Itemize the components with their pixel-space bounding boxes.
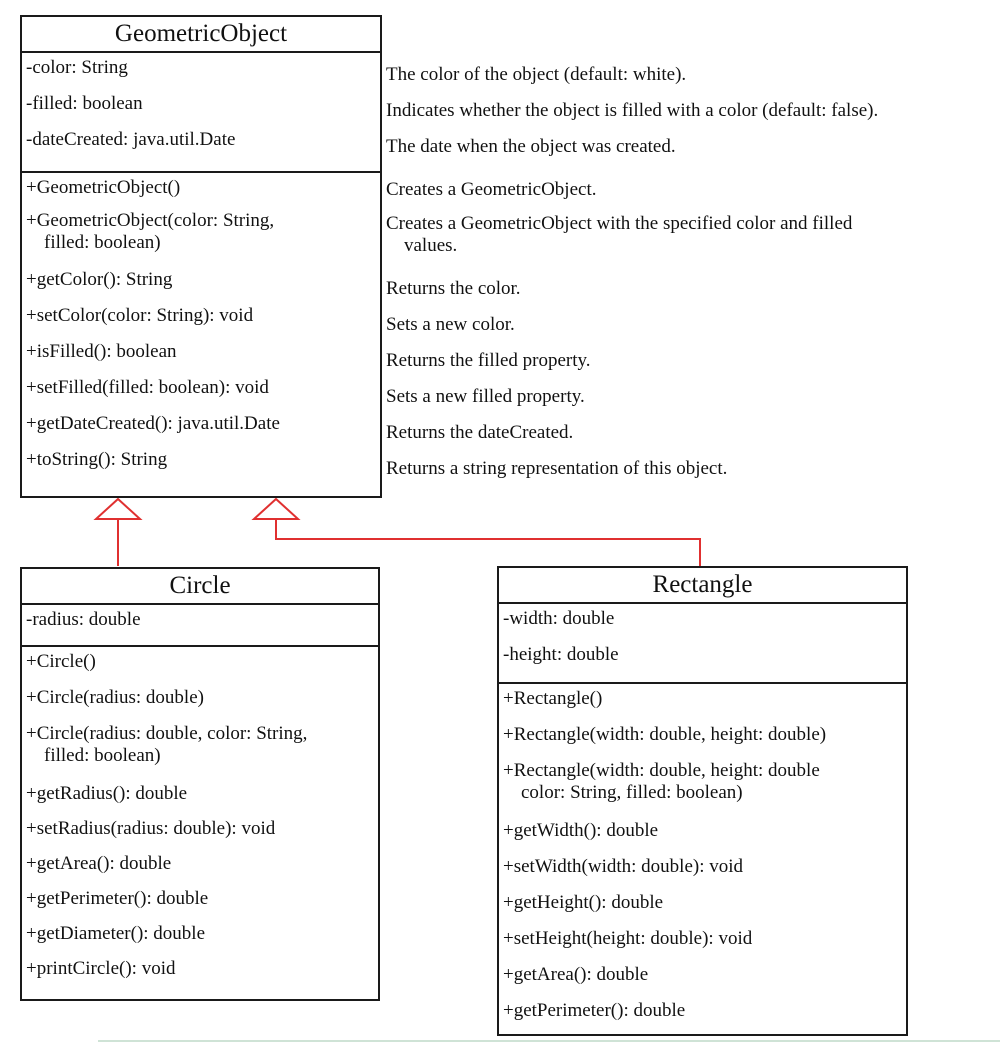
- methods-section: [22, 647, 378, 996]
- description-date-created: The date when the object was created.: [386, 136, 676, 157]
- method-row: +Circle(radius: double, color: String, filled: boolean): [26, 723, 308, 766]
- class-title: GeometricObject: [22, 17, 380, 53]
- class-circle: [20, 567, 380, 1001]
- method-row: +setFilled(filled: boolean): void: [26, 377, 269, 398]
- fields-section: [499, 604, 906, 684]
- method-row: +Rectangle(width: double, height: double color: String, filled: boolean): [503, 760, 820, 803]
- method-row: +getHeight(): double: [503, 892, 664, 913]
- description-color: The color of the object (default: white).: [386, 64, 687, 85]
- method-row: +getColor(): String: [26, 269, 173, 290]
- field-row: -radius: double: [26, 609, 141, 630]
- method-row: +Circle(radius: double): [26, 687, 204, 708]
- class-title: Rectangle: [499, 568, 906, 604]
- description-set-filled: Sets a new filled property.: [386, 386, 585, 407]
- rectangle-inherits-arrow: [254, 499, 700, 566]
- method-row: +getArea(): double: [503, 964, 649, 985]
- description-is-filled: Returns the filled property.: [386, 350, 591, 371]
- field-row: -color: String: [26, 57, 128, 78]
- method-row: +Circle(): [26, 651, 96, 672]
- method-row: +getArea(): double: [26, 853, 172, 874]
- method-row: +setColor(color: String): void: [26, 305, 254, 326]
- method-row: +GeometricObject(color: String, filled: boolean): [26, 210, 275, 253]
- footer-divider: [98, 1040, 1000, 1042]
- method-row: +setWidth(width: double): void: [503, 856, 744, 877]
- method-row: +getDiameter(): double: [26, 923, 206, 944]
- method-row: +GeometricObject(): [26, 177, 181, 198]
- methods-section: [22, 173, 380, 491]
- description-to-string: Returns a string representation of this object.: [386, 458, 728, 479]
- method-row: +Rectangle(width: double, height: double): [503, 724, 827, 745]
- class-title: Circle: [22, 569, 378, 605]
- description-get-date-created: Returns the dateCreated.: [386, 422, 574, 443]
- description-get-color: Returns the color.: [386, 278, 521, 299]
- method-row: +Rectangle(): [503, 688, 603, 709]
- description-constructor-args: Creates a GeometricObject with the specified color and filled values.: [386, 213, 853, 256]
- field-row: -width: double: [503, 608, 615, 629]
- field-row: -dateCreated: java.util.Date: [26, 129, 236, 150]
- description-set-color: Sets a new color.: [386, 314, 515, 335]
- class-geometric-object: [20, 15, 382, 498]
- methods-section: [499, 684, 906, 1038]
- method-row: +getPerimeter(): double: [26, 888, 209, 909]
- method-row: +isFilled(): boolean: [26, 341, 177, 362]
- field-row: -height: double: [503, 644, 619, 665]
- method-row: +getPerimeter(): double: [503, 1000, 686, 1021]
- field-row: -filled: boolean: [26, 93, 143, 114]
- description-filled: Indicates whether the object is filled with a color (default: false).: [386, 100, 879, 121]
- fields-section: [22, 605, 378, 647]
- method-row: +getWidth(): double: [503, 820, 659, 841]
- fields-section: [22, 53, 380, 173]
- circle-inherits-arrow: [96, 499, 140, 566]
- description-constructor: Creates a GeometricObject.: [386, 179, 597, 200]
- method-row: +getRadius(): double: [26, 783, 188, 804]
- method-row: +toString(): String: [26, 449, 168, 470]
- method-row: +printCircle(): void: [26, 958, 176, 979]
- class-rectangle: [497, 566, 908, 1036]
- method-row: +setRadius(radius: double): void: [26, 818, 276, 839]
- method-row: +setHeight(height: double): void: [503, 928, 753, 949]
- method-row: +getDateCreated(): java.util.Date: [26, 413, 280, 434]
